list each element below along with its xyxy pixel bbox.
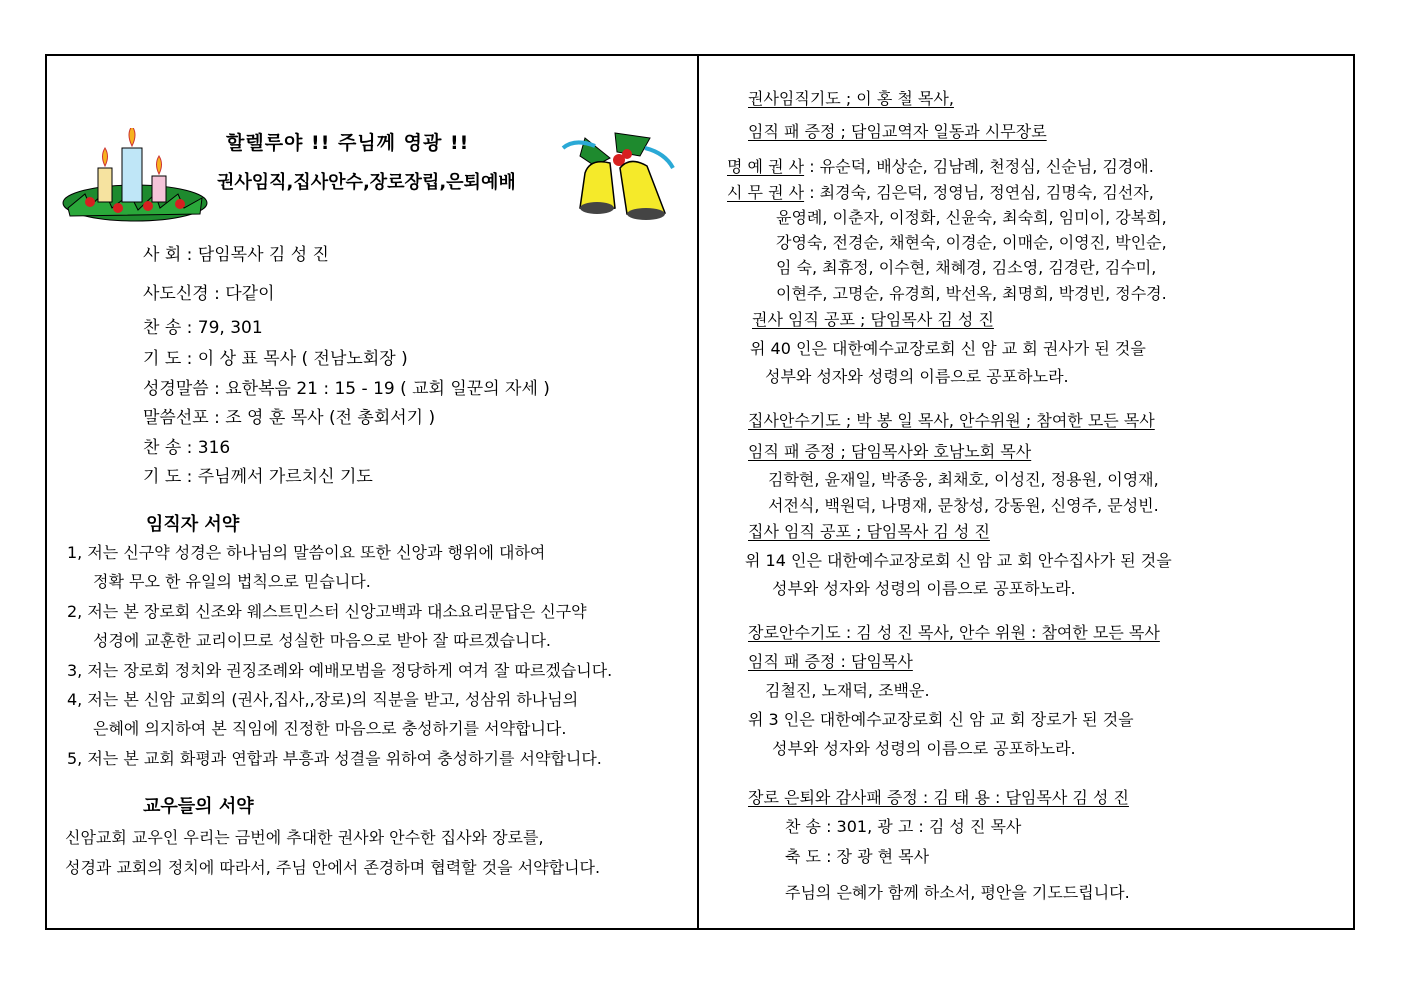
order-label: 말씀선포 : <box>143 408 220 428</box>
order-label: 성경말씀 : <box>143 379 220 399</box>
order-value: 다같이 <box>225 284 275 304</box>
elder-prayer: 장로안수기도 : 김 성 진 목사, 안수 위원 : 참여한 모든 목사 <box>748 623 1160 642</box>
page-subtitle: 권사임직,집사안수,장로장립,은퇴예배 <box>217 172 516 193</box>
retirement-line: 장로 은퇴와 감사패 증정 : 김 태 용 : 담임목사 김 성 진 <box>748 788 1129 807</box>
jipsa-plaque: 임직 패 증정 ; 담임목사와 호남노회 목사 <box>748 442 1032 461</box>
order-value: 이 상 표 목사 ( 전남노회장 ) <box>197 349 408 369</box>
vow-heading: 임직자 서약 <box>146 514 240 535</box>
elder-names: 김철진, 노재덕, 조백운. <box>765 681 930 700</box>
elder-text: 위 3 인은 대한예수교장로회 신 암 교 회 장로가 된 것을 <box>748 710 1134 729</box>
active-label: 시 무 권 사 <box>727 183 805 202</box>
page-title: 할렐루야 !! 주님께 영광 !! <box>226 132 470 154</box>
order-label: 찬 송 : <box>143 438 193 458</box>
benediction: 축 도 : 장 광 현 목사 <box>785 847 930 866</box>
order-row <box>143 317 263 339</box>
closing-blessing: 주님의 은혜가 함께 하소서, 평안을 기도드립니다. <box>785 883 1130 902</box>
kwonsa-text: 성부와 성자와 성령의 이름으로 공포하노라. <box>765 367 1069 386</box>
order-label: 기 도 : <box>143 467 193 487</box>
order-row <box>143 348 408 370</box>
order-value: 316 <box>197 438 231 458</box>
active-names-line: 강영숙, 전경순, 채현숙, 이경순, 이매순, 이영진, 박인순, <box>776 233 1167 252</box>
christmas-bells-clipart <box>555 128 680 228</box>
elder-text: 성부와 성자와 성령의 이름으로 공포하노라. <box>772 739 1076 758</box>
jipsa-proclaim: 집사 임직 공포 ; 담임목사 김 성 진 <box>748 522 990 541</box>
order-label: 사도신경 : <box>143 284 220 304</box>
order-value: 79, 301 <box>197 318 263 338</box>
order-row <box>143 283 275 305</box>
vow-line: 2, 저는 본 장로회 신조와 웨스트민스터 신앙고백과 대소요리문답은 신구약 <box>67 602 587 621</box>
kwonsa-plaque: 임직 패 증정 ; 담임교역자 일동과 시무장로 <box>748 122 1047 141</box>
kwonsa-text: 위 40 인은 대한예수교장로회 신 암 교 회 권사가 된 것을 <box>750 339 1146 358</box>
active-names-line: 임 숙, 최휴정, 이수현, 채혜경, 김소영, 김경란, 김수미, <box>776 258 1157 277</box>
elder-plaque: 임직 패 증정 : 담임목사 <box>748 652 913 671</box>
honorary-kwonsa-row <box>727 156 1154 178</box>
active-names-line: 이현주, 고명순, 유경희, 박선옥, 최명희, 박경빈, 정수경. <box>776 284 1167 303</box>
order-value: 주님께서 가르치신 기도 <box>197 467 373 487</box>
active-names-line: 윤영례, 이춘자, 이정화, 신윤숙, 최숙희, 임미이, 강복희, <box>776 208 1167 227</box>
vow-line: 성경에 교훈한 교리이므로 성실한 마음으로 받아 잘 따르겠습니다. <box>93 631 552 650</box>
member-vow-heading: 교우들의 서약 <box>143 796 254 817</box>
vow-line: 1, 저는 신구약 성경은 하나님의 말씀이요 또한 신앙과 행위에 대하여 <box>67 543 546 562</box>
order-value: 조 영 훈 목사 (전 총회서기 ) <box>225 408 436 428</box>
order-row <box>143 437 230 459</box>
candle-wreath-clipart <box>60 128 210 223</box>
honorary-names: : 유순덕, 배상순, 김남례, 천정심, 신순님, 김경애. <box>809 157 1154 176</box>
center-divider <box>697 54 699 930</box>
active-kwonsa-row <box>727 182 1154 204</box>
order-value: 요한복음 21 : 15 - 19 ( 교회 일꾼의 자세 ) <box>225 379 550 399</box>
jipsa-text: 성부와 성자와 성령의 이름으로 공포하노라. <box>772 579 1076 598</box>
honorary-label: 명 예 권 사 <box>727 157 805 176</box>
jipsa-names: 서전식, 백원덕, 나명재, 문창성, 강동원, 신영주, 문성빈. <box>768 496 1159 515</box>
vow-line: 5, 저는 본 교회 화평과 연합과 부흥과 성결을 위하여 충성하기를 서약합니다. <box>67 749 602 768</box>
jipsa-prayer: 집사안수기도 ; 박 봉 일 목사, 안수위원 ; 참여한 모든 목사 <box>748 411 1155 430</box>
vow-line: 4, 저는 본 신암 교회의 (권사,집사,,장로)의 직분을 받고, 성삼위 하나님의 <box>67 690 579 709</box>
kwonsa-proclaim: 권사 임직 공포 ; 담임목사 김 성 진 <box>752 310 994 329</box>
vow-line: 은혜에 의지하여 본 직임에 진정한 마음으로 충성하기를 서약합니다. <box>93 719 567 738</box>
order-row <box>143 244 329 266</box>
member-vow-line: 성경과 교회의 정치에 따라서, 주님 안에서 존경하며 협력할 것을 서약합니다. <box>65 858 601 877</box>
member-vow-line: 신암교회 교우인 우리는 금번에 추대한 권사와 안수한 집사와 장로를, <box>65 828 544 847</box>
jipsa-names: 김학현, 윤재일, 박종웅, 최채호, 이성진, 정용원, 이영재, <box>768 470 1159 489</box>
jipsa-text: 위 14 인은 대한예수교장로회 신 암 교 회 안수집사가 된 것을 <box>745 551 1172 570</box>
active-names: : 최경숙, 김은덕, 정영님, 정연심, 김명숙, 김선자, <box>809 183 1154 202</box>
order-value: 담임목사 김 성 진 <box>197 245 329 265</box>
closing-hymn: 찬 송 : 301, 광 고 : 김 성 진 목사 <box>785 817 1022 836</box>
order-row <box>143 378 550 400</box>
order-label: 사 회 : <box>143 245 193 265</box>
order-label: 찬 송 : <box>143 318 193 338</box>
order-row <box>143 407 435 429</box>
vow-line: 정확 무오 한 유일의 법칙으로 믿습니다. <box>93 572 371 591</box>
vow-line: 3, 저는 장로회 정치와 권징조례와 예배모범을 정당하게 여겨 잘 따르겠습니다. <box>67 661 613 680</box>
order-row <box>143 466 373 488</box>
kwonsa-prayer: 권사임직기도 ; 이 홍 철 목사, <box>748 89 954 108</box>
order-label: 기 도 : <box>143 349 193 369</box>
